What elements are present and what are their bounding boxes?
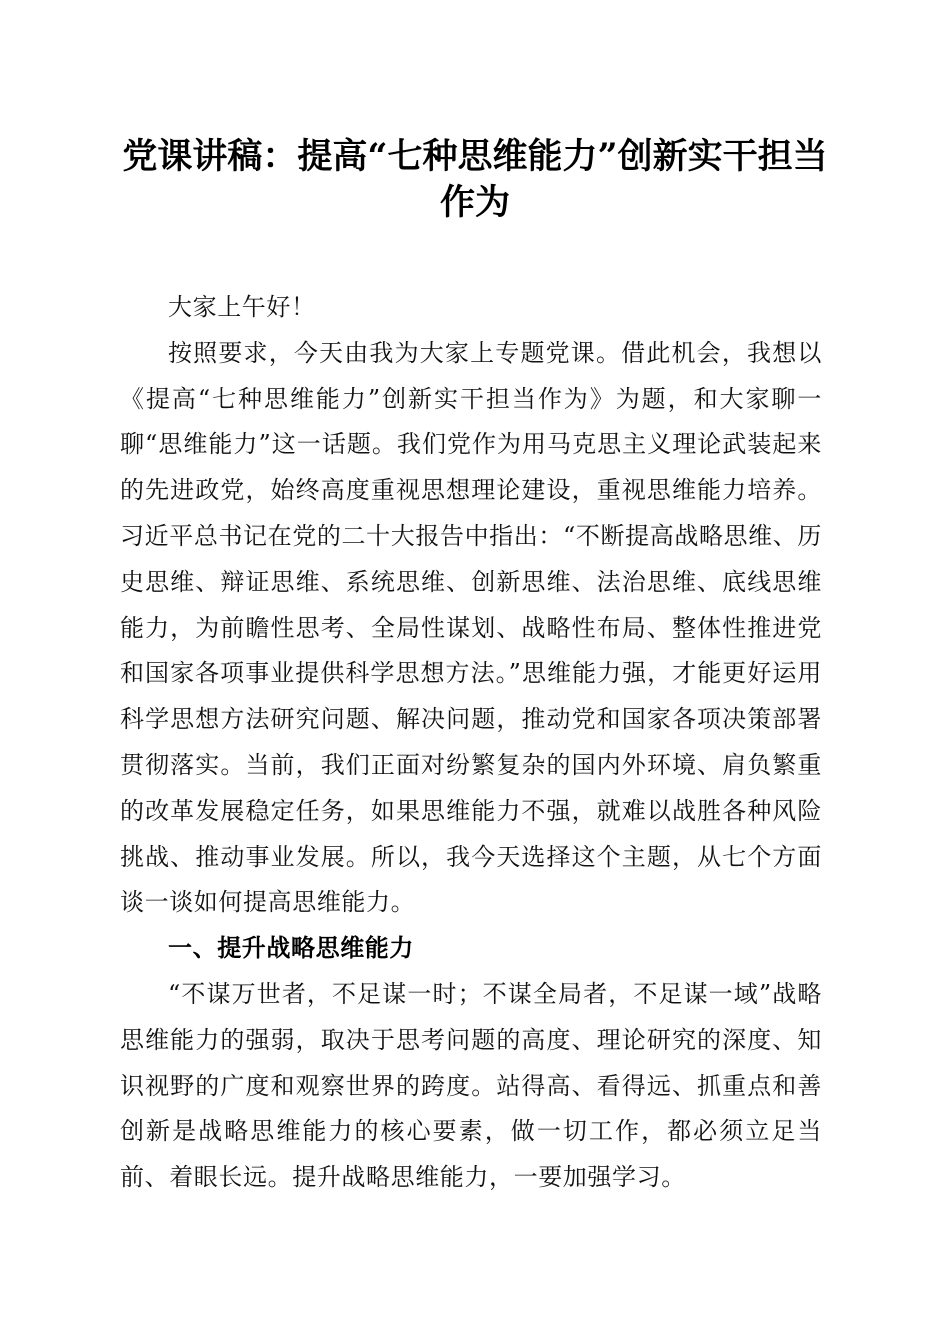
document-title: 党课讲稿：提高“七种思维能力”创新实干担当作为 <box>122 136 828 223</box>
greeting-paragraph: 大家上午好！ <box>168 293 316 321</box>
document-body <box>120 285 822 1201</box>
section-paragraph: “不谋万世者，不足谋一时；不谋全局者，不足谋一域”战略思维能力的强弱，取决于思考问题的高度、理论研究的深度、知识视野的广度和观察世界的跨度。站得高、看得远、抓重点和善创新是战略思维能力的核心要素，做一切工作，都必须立足当前、着眼长远。提升战略思维能力，一要加强学习。 <box>120 979 822 1192</box>
intro-paragraph: 按照要求，今天由我为大家上专题党课。借此机会，我想以《提高“七种思维能力”创新实干担当作为》为题，和大家聊一聊“思维能力”这一话题。我们党作为用马克思主义理论武装起来的先进政党，始终高度重视思想理论建设，重视思维能力培养。习近平总书记在党的二十大报告中指出：“不断提高战略思维、历史思维、辩证思维、系统思维、创新思维、法治思维、底线思维能力，为前瞻性思考、全局性谋划、战略性布局、整体性推进党和国家各项事业提供科学思想方法。”思维能力强，才能更好运用科学思想方法研究问题、解决问题，推动党和国家各项决策部署贯彻落实。当前，我们正面对纷繁复杂的国内外环境、肩负繁重的改革发展稳定任务，如果思维能力不强，就难以战胜各种风险挑战、推动事业发展。所以，我今天选择这个主题，从七个方面谈一谈如何提高思维能力。 <box>120 338 822 917</box>
section-heading: 一、提升战略思维能力 <box>168 934 414 963</box>
